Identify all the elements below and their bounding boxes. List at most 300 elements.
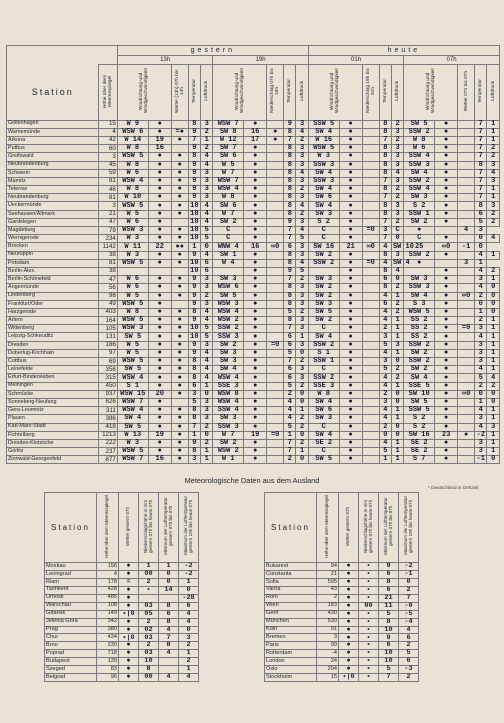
- station-name: Schwerin: [7, 169, 99, 177]
- data-cell: 0: [487, 390, 500, 398]
- data-cell: ●: [339, 136, 362, 144]
- data-cell: SSW 5: [308, 120, 339, 128]
- col-header-h01-2: Temperatur: [379, 65, 391, 121]
- foreign-data-cell: 2: [399, 674, 419, 682]
- data-cell: 3: [296, 366, 308, 374]
- data-cell: 7: [379, 218, 391, 226]
- foreign-altitude: 342: [97, 618, 119, 626]
- foreign-data-cell: 0: [179, 626, 199, 634]
- data-cell: 6: [379, 300, 391, 308]
- foreign-row: [45, 658, 199, 666]
- data-cell: ●: [244, 251, 267, 259]
- data-cell: C: [308, 448, 339, 456]
- foreign-station-name: Warschau: [45, 602, 97, 610]
- data-cell: 8: [284, 161, 296, 169]
- data-cell: SW 5: [404, 120, 435, 128]
- station-altitude: 3: [99, 153, 117, 161]
- data-cell: ●: [339, 333, 362, 341]
- col-header-h07-0: Windrichtung und Windgeschwindigkeit: [404, 65, 458, 121]
- data-cell: [458, 120, 475, 128]
- station-altitude: 46: [99, 186, 117, 194]
- foreign-data-cell: ●: [339, 594, 359, 602]
- data-cell: 6: [475, 210, 487, 218]
- foreign-station-name: Budapest: [45, 658, 97, 666]
- data-cell: ●: [148, 439, 171, 447]
- data-cell: [267, 382, 284, 390]
- foreign-data-cell: -28: [179, 594, 199, 602]
- foreign-data-cell: 4: [179, 610, 199, 618]
- foreign-station-name: Moskau: [45, 563, 97, 571]
- data-cell: WSW 5: [117, 259, 148, 267]
- foreign-data-cell: 6: [379, 570, 399, 578]
- data-cell: 3: [487, 161, 500, 169]
- station-altitude: 79: [99, 227, 117, 235]
- station-altitude: 418: [99, 423, 117, 431]
- data-cell: ●: [244, 259, 267, 267]
- data-cell: SW 6: [308, 407, 339, 415]
- data-cell: 4: [296, 202, 308, 210]
- data-cell: 3: [201, 284, 213, 292]
- data-cell: ●: [435, 300, 458, 308]
- foreign-data-cell: -2: [179, 563, 199, 571]
- data-cell: WSW 7: [213, 120, 244, 128]
- data-cell: ●: [171, 374, 188, 382]
- data-cell: 1: [475, 259, 487, 267]
- data-cell: 5: [201, 227, 213, 235]
- data-cell: 2: [201, 292, 213, 300]
- data-cell: C: [308, 423, 339, 431]
- data-cell: ●: [435, 456, 458, 464]
- foreign-row: [45, 578, 199, 586]
- data-cell: ●: [435, 358, 458, 366]
- data-cell: SSW 2: [404, 177, 435, 185]
- data-cell: 8: [379, 128, 391, 136]
- data-cell: ●: [435, 284, 458, 292]
- data-cell: [458, 194, 475, 202]
- foreign-altitude: 4: [97, 570, 119, 578]
- data-cell: 3: [487, 202, 500, 210]
- data-cell: 3: [296, 292, 308, 300]
- foreign-data-cell: 05: [139, 610, 159, 618]
- col-header-g19-0: Windrichtung und Windgeschwindigkeit: [213, 65, 267, 121]
- data-cell: W 6: [117, 284, 148, 292]
- station-name: Magdeburg: [7, 227, 99, 235]
- col-header-h01-1: Niederschlag 19h bis 01h: [362, 65, 379, 121]
- data-cell: 4: [379, 439, 391, 447]
- foreign-data-cell: 0: [159, 570, 179, 578]
- data-cell: 8: [379, 153, 391, 161]
- data-cell: ●: [244, 284, 267, 292]
- data-cell: W 4: [213, 259, 244, 267]
- data-cell: 9: [284, 120, 296, 128]
- data-cell: 7: [284, 439, 296, 447]
- data-cell: SSW 2: [308, 259, 339, 267]
- data-cell: [362, 341, 379, 349]
- data-cell: 7: [379, 177, 391, 185]
- data-cell: [267, 292, 284, 300]
- data-cell: W 8: [404, 136, 435, 144]
- data-cell: ●: [148, 235, 171, 243]
- col-header-h01-0: Windrichtung und Windgeschwindigkeit: [308, 65, 362, 121]
- data-cell: 8: [284, 202, 296, 210]
- foreign-data-cell: ●: [339, 563, 359, 571]
- data-cell: 2: [487, 145, 500, 153]
- data-cell: SSW 2: [404, 341, 435, 349]
- foreign-altitude: 434: [97, 634, 119, 642]
- data-cell: 1: [391, 456, 403, 464]
- data-cell: 3: [379, 398, 391, 406]
- foreign-data-cell: 0: [399, 578, 419, 586]
- data-cell: 8: [379, 267, 391, 275]
- data-cell: 2: [296, 276, 308, 284]
- foreign-data-cell: 5: [399, 650, 419, 658]
- data-cell: S 2: [404, 423, 435, 431]
- data-cell: 10: [190, 226, 199, 235]
- data-cell: SW 2: [308, 251, 339, 259]
- data-cell: W 11: [117, 243, 148, 251]
- data-cell: W 3: [117, 251, 148, 259]
- station-name: Harzgerode: [7, 308, 99, 316]
- data-cell: WSW 2: [213, 317, 244, 325]
- data-cell: SW 3: [213, 276, 244, 284]
- foreign-data-cell: -5: [399, 610, 419, 618]
- data-cell: 2: [391, 186, 403, 194]
- data-cell: 0: [201, 243, 213, 251]
- foreign-data-cell: •: [359, 570, 379, 578]
- foreign-data-cell: -1: [399, 570, 419, 578]
- foreign-row: [45, 674, 199, 682]
- data-cell: WSW 5: [404, 308, 435, 316]
- foreign-row: [265, 602, 419, 610]
- data-cell: ●: [244, 415, 267, 423]
- foreign-row: [45, 586, 199, 594]
- data-cell: SW 4: [392, 258, 410, 267]
- data-cell: [362, 317, 379, 325]
- data-cell: 2: [391, 120, 403, 128]
- data-cell: [267, 456, 284, 464]
- data-cell: ●: [171, 317, 188, 325]
- data-cell: SW 5: [117, 333, 148, 341]
- data-cell: ●: [244, 145, 267, 153]
- data-cell: W 6: [117, 169, 148, 177]
- table-row: [7, 456, 500, 464]
- data-cell: ●: [148, 407, 171, 415]
- data-cell: 2: [284, 456, 296, 464]
- time-header-19h: 19h: [213, 56, 308, 65]
- data-cell: SSW 1: [308, 358, 339, 366]
- data-cell: ●: [148, 276, 171, 284]
- data-cell: SSW 3: [404, 284, 435, 292]
- foreign-data-cell: 9: [379, 634, 399, 642]
- data-cell: 4: [391, 169, 403, 177]
- data-cell: 4: [475, 366, 487, 374]
- foreign-altitude: 149: [97, 610, 119, 618]
- data-cell: ●: [244, 267, 267, 275]
- data-cell: ●: [148, 325, 171, 333]
- data-cell: 3: [475, 276, 487, 284]
- foreign-data-cell: ●: [119, 586, 139, 594]
- data-cell: SW 10: [404, 390, 435, 398]
- data-cell: 2: [487, 267, 500, 275]
- foreign-note: * Deutschland in Ortszeit: [428, 485, 479, 490]
- data-cell: ●: [171, 366, 188, 374]
- data-cell: [362, 325, 379, 333]
- data-cell: 2: [379, 423, 391, 431]
- foreign-row: [45, 618, 199, 626]
- foreign-data-cell: 4: [159, 674, 179, 682]
- data-cell: 4: [201, 366, 213, 374]
- data-cell: SSW 5: [404, 407, 435, 415]
- data-cell: 3: [379, 333, 391, 341]
- foreign-data-cell: 4: [399, 626, 419, 634]
- data-cell: [362, 300, 379, 308]
- data-cell: 20: [148, 390, 171, 398]
- data-cell: ●: [339, 398, 362, 406]
- data-cell: W 6: [117, 276, 148, 284]
- data-cell: SSW 4: [404, 186, 435, 194]
- data-cell: W 3: [117, 439, 148, 447]
- data-cell: W 8: [117, 161, 148, 169]
- data-cell: 19: [244, 431, 267, 439]
- data-cell: 5: [296, 235, 308, 243]
- data-cell: C: [391, 227, 403, 235]
- data-cell: WSW 5: [117, 358, 148, 366]
- foreign-data-cell: 6: [379, 642, 399, 650]
- foreign-data-cell: 1: [139, 563, 159, 571]
- data-cell: ●: [435, 128, 458, 136]
- station-altitude: 386: [99, 415, 117, 423]
- data-cell: 0: [296, 456, 308, 464]
- data-cell: ●: [148, 259, 171, 267]
- data-cell: ●: [171, 259, 188, 267]
- time-header-01h: 01h: [308, 56, 403, 65]
- data-cell: [362, 423, 379, 431]
- station-altitude: 81: [99, 194, 117, 202]
- data-cell: SSE 3: [213, 382, 244, 390]
- data-cell: [362, 194, 379, 202]
- data-cell: 5: [188, 398, 200, 406]
- data-cell: 1: [391, 333, 403, 341]
- foreign-station-name: Poprad: [45, 650, 97, 658]
- data-cell: ●: [435, 325, 458, 333]
- data-cell: WSW 7: [117, 456, 148, 464]
- data-cell: 3: [201, 341, 213, 349]
- data-cell: ●: [171, 276, 188, 284]
- data-cell: 4: [487, 169, 500, 177]
- data-cell: WSW 6: [117, 128, 148, 136]
- data-cell: 5: [284, 423, 296, 431]
- data-cell: SW 2: [308, 317, 339, 325]
- foreign-altitude: 43: [317, 586, 339, 594]
- data-cell: [267, 259, 284, 267]
- data-cell: ●: [339, 128, 362, 136]
- day-header-heute: heute: [308, 46, 499, 56]
- data-cell: ●: [339, 210, 362, 218]
- data-cell: 3: [487, 177, 500, 185]
- data-cell: ●: [171, 292, 188, 300]
- data-cell: ●: [339, 300, 362, 308]
- data-cell: 21: [339, 243, 362, 251]
- foreign-data-cell: 9: [379, 563, 399, 571]
- foreign-data-cell: 2: [179, 658, 199, 666]
- data-cell: 7: [379, 136, 391, 144]
- foreign-altitude: 15: [317, 674, 339, 682]
- data-cell: SW 5: [117, 423, 148, 431]
- foreign-data-cell: -3: [399, 666, 419, 674]
- foreign-station-name: Stockholm: [265, 674, 317, 682]
- station-name: Dresden: [7, 341, 99, 349]
- data-cell: [267, 439, 284, 447]
- data-cell: 9: [188, 349, 200, 357]
- data-cell: WSW 5: [117, 202, 148, 210]
- data-cell: 3: [296, 177, 308, 185]
- data-cell: ●: [171, 194, 188, 202]
- data-cell: 7: [284, 136, 296, 144]
- data-cell: 8: [188, 407, 200, 415]
- data-cell: SW 3: [404, 276, 435, 284]
- foreign-data-cell: •: [359, 586, 379, 594]
- data-cell: =0: [458, 325, 475, 333]
- station-name: Cottbus: [7, 358, 99, 366]
- altitude-column-header: Höhe über dem Meeresspiegel: [99, 65, 117, 121]
- data-cell: ●: [267, 128, 284, 136]
- data-cell: ●: [148, 341, 171, 349]
- foreign-data-cell: -0: [399, 602, 419, 610]
- data-cell: 2: [391, 308, 403, 316]
- data-cell: 10: [190, 234, 199, 243]
- station-name: Gardelegen: [7, 218, 99, 226]
- foreign-data-cell: ●: [119, 650, 139, 658]
- data-cell: 6: [284, 374, 296, 382]
- corner-cell-2: [7, 56, 118, 65]
- data-cell: SW 1: [213, 251, 244, 259]
- data-cell: 4: [487, 374, 500, 382]
- data-cell: [267, 227, 284, 235]
- data-cell: 4: [487, 235, 500, 243]
- data-cell: ●: [171, 136, 188, 144]
- data-cell: 1: [487, 128, 500, 136]
- data-cell: W 6: [404, 145, 435, 153]
- data-cell: [267, 333, 284, 341]
- data-cell: 8: [284, 251, 296, 259]
- data-cell: 7: [284, 358, 296, 366]
- foreign-station-name: Genf: [265, 610, 317, 618]
- data-cell: ●: [339, 145, 362, 153]
- foreign-altitude: 2: [317, 594, 339, 602]
- data-cell: WSW 5: [117, 448, 148, 456]
- foreign-altitude: 178: [97, 578, 119, 586]
- data-cell: 9: [188, 439, 200, 447]
- data-cell: 5: [284, 349, 296, 357]
- data-cell: 1: [296, 407, 308, 415]
- data-cell: SW 4: [404, 292, 435, 300]
- foreign-station-name: Bremen: [265, 634, 317, 642]
- data-cell: 8: [284, 210, 296, 218]
- data-cell: 3: [379, 358, 391, 366]
- data-cell: 2: [487, 382, 500, 390]
- data-cell: 9: [188, 317, 200, 325]
- foreign-altitude: 530: [317, 618, 339, 626]
- data-cell: W 5: [117, 349, 148, 357]
- data-cell: ●: [171, 251, 188, 259]
- data-cell: 5: [379, 448, 391, 456]
- station-altitude: 164: [99, 317, 117, 325]
- data-cell: [458, 358, 475, 366]
- data-cell: ●: [435, 448, 458, 456]
- data-cell: 4: [458, 227, 475, 235]
- data-cell: [267, 300, 284, 308]
- data-cell: 9: [188, 177, 200, 185]
- data-cell: W 9: [117, 120, 148, 128]
- station-altitude: 69: [99, 358, 117, 366]
- table-row: [7, 423, 500, 431]
- data-cell: 1: [487, 341, 500, 349]
- data-cell: 3: [296, 153, 308, 161]
- data-cell: ●: [458, 431, 475, 439]
- data-cell: [458, 186, 475, 194]
- data-cell: SS 2: [404, 333, 435, 341]
- data-cell: ●: [244, 448, 267, 456]
- station-name: Leinefelde: [7, 366, 99, 374]
- foreign-row: [265, 618, 419, 626]
- foreign-data-cell: •: [359, 618, 379, 626]
- foreign-station-name: Belgrad: [45, 674, 97, 682]
- station-name: Berlin-Alex.: [7, 267, 99, 275]
- foreign-altitude: 21: [317, 570, 339, 578]
- data-cell: ●: [339, 431, 362, 439]
- table-row: [7, 194, 500, 202]
- time-header-13h: 13h: [117, 56, 212, 65]
- data-cell: ●: [171, 341, 188, 349]
- foreign-station-name: Tashkent: [45, 586, 97, 594]
- data-cell: ●: [244, 407, 267, 415]
- station-altitude: 60: [99, 145, 117, 153]
- data-cell: [267, 325, 284, 333]
- data-cell: 2: [487, 210, 500, 218]
- data-cell: ●: [339, 202, 362, 210]
- data-cell: 16: [244, 243, 267, 251]
- foreign-data-cell: ●: [339, 642, 359, 650]
- data-cell: [458, 374, 475, 382]
- data-cell: 8: [379, 145, 391, 153]
- data-cell: WSW 7: [213, 177, 244, 185]
- data-cell: 4: [379, 407, 391, 415]
- data-cell: W 7: [213, 210, 244, 218]
- data-cell: ●: [435, 308, 458, 316]
- foreign-data-cell: 6: [399, 634, 419, 642]
- data-cell: 8: [284, 194, 296, 202]
- data-cell: ●: [244, 194, 267, 202]
- data-cell: ●: [171, 423, 188, 431]
- data-cell: ●: [148, 202, 171, 210]
- data-cell: 25: [404, 243, 435, 251]
- data-cell: 8: [284, 317, 296, 325]
- foreign-data-cell: 1: [179, 578, 199, 586]
- foreign-data-cell: •: [359, 674, 379, 682]
- data-cell: SW 4: [117, 415, 148, 423]
- data-cell: ●: [244, 308, 267, 316]
- station-altitude: 315: [99, 374, 117, 382]
- foreign-data-cell: 2: [139, 578, 159, 586]
- data-cell: SW 4: [308, 186, 339, 194]
- data-cell: 4: [475, 333, 487, 341]
- data-cell: ●: [148, 153, 171, 161]
- data-cell: [458, 235, 475, 243]
- data-cell: W 8: [308, 390, 339, 398]
- data-cell: [362, 292, 379, 300]
- data-cell: 2: [379, 325, 391, 333]
- foreign-col-header-4: Maximum der Lufttemperatur gestern 19h bis heute 07h: [179, 493, 199, 563]
